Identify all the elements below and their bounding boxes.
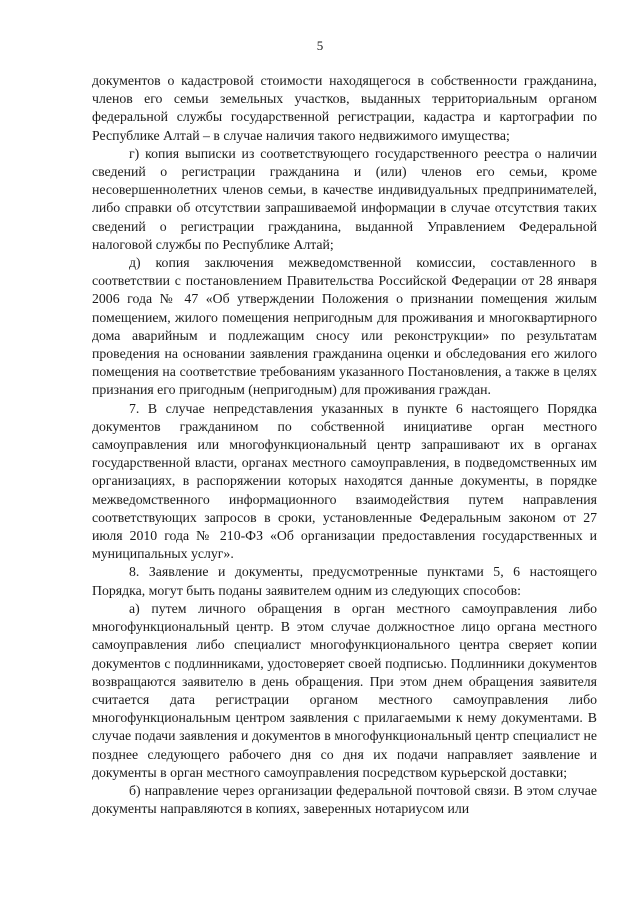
paragraph-clause-8: 8. Заявление и документы, предусмотренные пунктами 5, 6 настоящего Порядка, могут быть поданы заявителем одним из следующих способов: [92,564,597,598]
paragraph-item-a: а) путем личного обращения в орган местного самоуправления либо многофункциональный центр. В этом случае должностное лицо органа местного самоуправления либо специалист многофункционального центра сверяет копии документов с подлинниками, удостоверяет своей подписью. Подлинники документов возвращаются заявителю в день обращения. При этом днем обращения заявителя считается дата регистрации органом местного самоуправления либо многофункциональным центром заявления с прилагаемыми к нему документами. В случае подачи заявления и документов в многофункциональный центр специалист не позднее следующего рабочего дня со дня их подачи направляет заявление и документы в орган местного самоуправления посредством курьерской доставки; [92,600,597,780]
paragraph-item-d: д) копия заключения межведомственной комиссии, составленного в соответствии с постановлением Правительства Российской Федерации от 28 января 2006 года № 47 «Об утверждении Положения о признании помещения жилым помещением, жилого помещения непригодным для проживания и многоквартирного дома аварийным и подлежащим сносу или реконструкции» по результатам проведения на основании заявления гражданина оценки и обследования его жилого помещения на соответствие требованиям указанного Постановления, а также в целях признания его пригодным (непригодным) для проживания граждан. [92,255,597,398]
document-body [92,72,597,818]
paragraph-clause-7: 7. В случае непредставления указанных в пункте 6 настоящего Порядка документов гражданином по собственной инициативе орган местного самоуправления или многофункциональный центр запрашивают их в органах государственной власти, органах местного самоуправления, в подведомственных им организациях, в распоряжении которых находятся данные документы, в порядке межведомственного информационного взаимодействия путем направления соответствующих запросов в сроки, установленные Федеральным законом от 27 июля 2010 года № 210-ФЗ «Об организации предоставления государственных и муниципальных услуг». [92,400,597,562]
paragraph-item-b: б) направление через организации федеральной почтовой связи. В этом случае документы направляются в копиях, заверенных нотариусом или [92,782,597,817]
page-number: 5 [316,38,324,53]
paragraph-item-g: г) копия выписки из соответствующего государственного реестра о наличии сведений о регистрации гражданина и (или) членов его семьи, кроме несовершеннолетних членов семьи, в качестве индивидуальных предпринимателей, либо справки об отсутствии запрашиваемой информации в случае отсутствия таких сведений о регистрации гражданина, выданной Управлением Федеральной налоговой службы по Республике Алтай; [92,145,597,252]
paragraph-continuation: документов о кадастровой стоимости находящегося в собственности гражданина, членов его семьи земельных участков, выданных территориальным органом федеральной службы государственной регистрации, кадастра и картографии по Республике Алтай – в случае наличия такого недвижимого имущества; [92,73,597,143]
